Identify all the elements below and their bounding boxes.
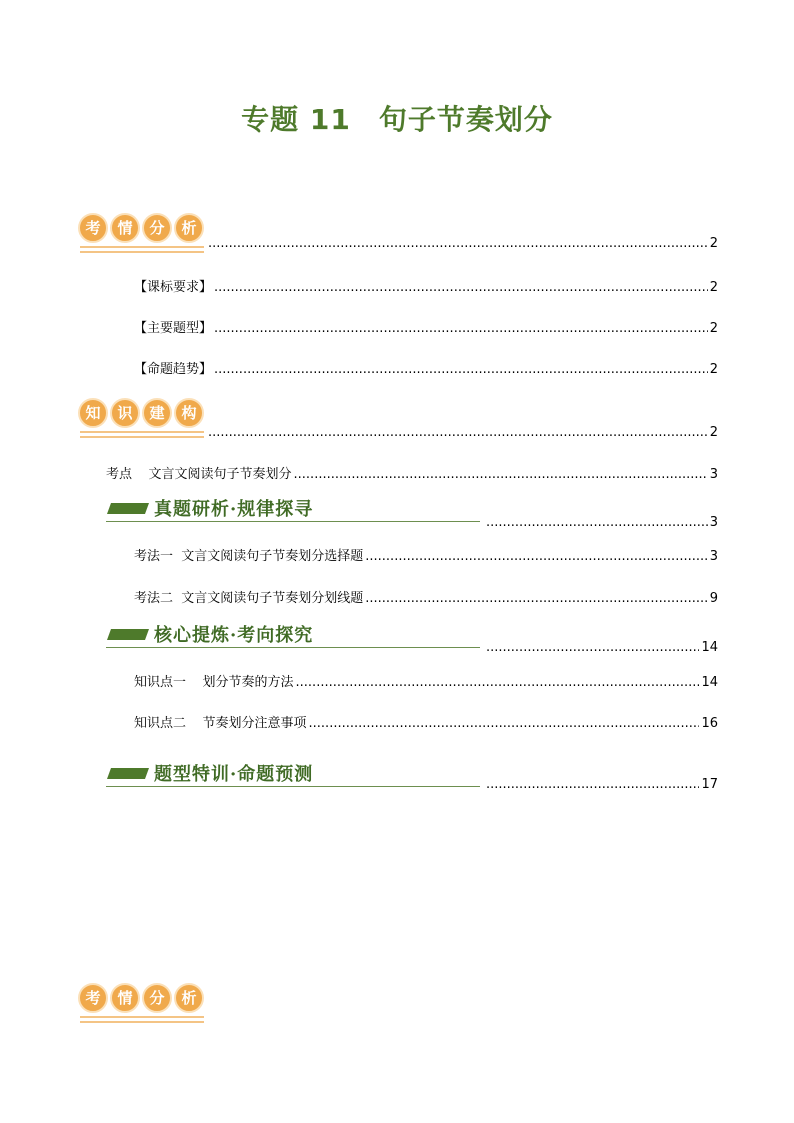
toc-entry-kaodian[interactable]: 考点 文言文阅读句子节奏划分 ..... 3 xyxy=(106,463,718,482)
toc-entry-mingti[interactable]: 【命题趋势】 ..... 2 xyxy=(134,358,718,377)
toc-entry-zhenti[interactable]: ..... 3 xyxy=(484,515,718,530)
toc-entry-zhuyao[interactable]: 【主要题型】 ..... 2 xyxy=(134,317,718,336)
toc-entry-kebiao[interactable]: 【课标要求】 ..... 2 xyxy=(134,276,718,295)
toc-entry-kaofa2[interactable]: 考法二 文言文阅读句子节奏划分划线题 ..... 9 xyxy=(134,587,718,606)
toc-entry-zhishi[interactable]: ..... 2 xyxy=(206,425,718,440)
section-header-tixing: 题型特训·命题预测 xyxy=(106,760,480,787)
toc-entry-hexin[interactable]: ..... 14 xyxy=(484,640,718,655)
section-header-hexin: 核心提炼·考向探究 xyxy=(106,621,480,648)
page-title: 专题 11 句子节奏划分 xyxy=(241,103,553,136)
toc-entry-tixing[interactable]: ..... 17 xyxy=(484,777,718,792)
toc-entry-zsd1[interactable]: 知识点一 划分节奏的方法 ..... 14 xyxy=(134,671,718,690)
toc-entry-zsd2[interactable]: 知识点二 节奏划分注意事项 ..... 16 xyxy=(134,712,718,731)
badge-kaoqing-fenxi-bottom: 考 情 分 析 xyxy=(78,983,208,1027)
toc-entry-kaofa1[interactable]: 考法一 文言文阅读句子节奏划分选择题 ..... 3 xyxy=(134,545,718,564)
toc-entry-kaoqing[interactable]: ..... 2 xyxy=(206,236,718,251)
section-header-zhenti: 真题研析·规律探寻 xyxy=(106,495,480,522)
badge-zhishi-jiangou: 知 识 建 构 xyxy=(78,398,208,442)
badge-kaoqing-fenxi: 考 情 分 析 xyxy=(78,213,208,257)
